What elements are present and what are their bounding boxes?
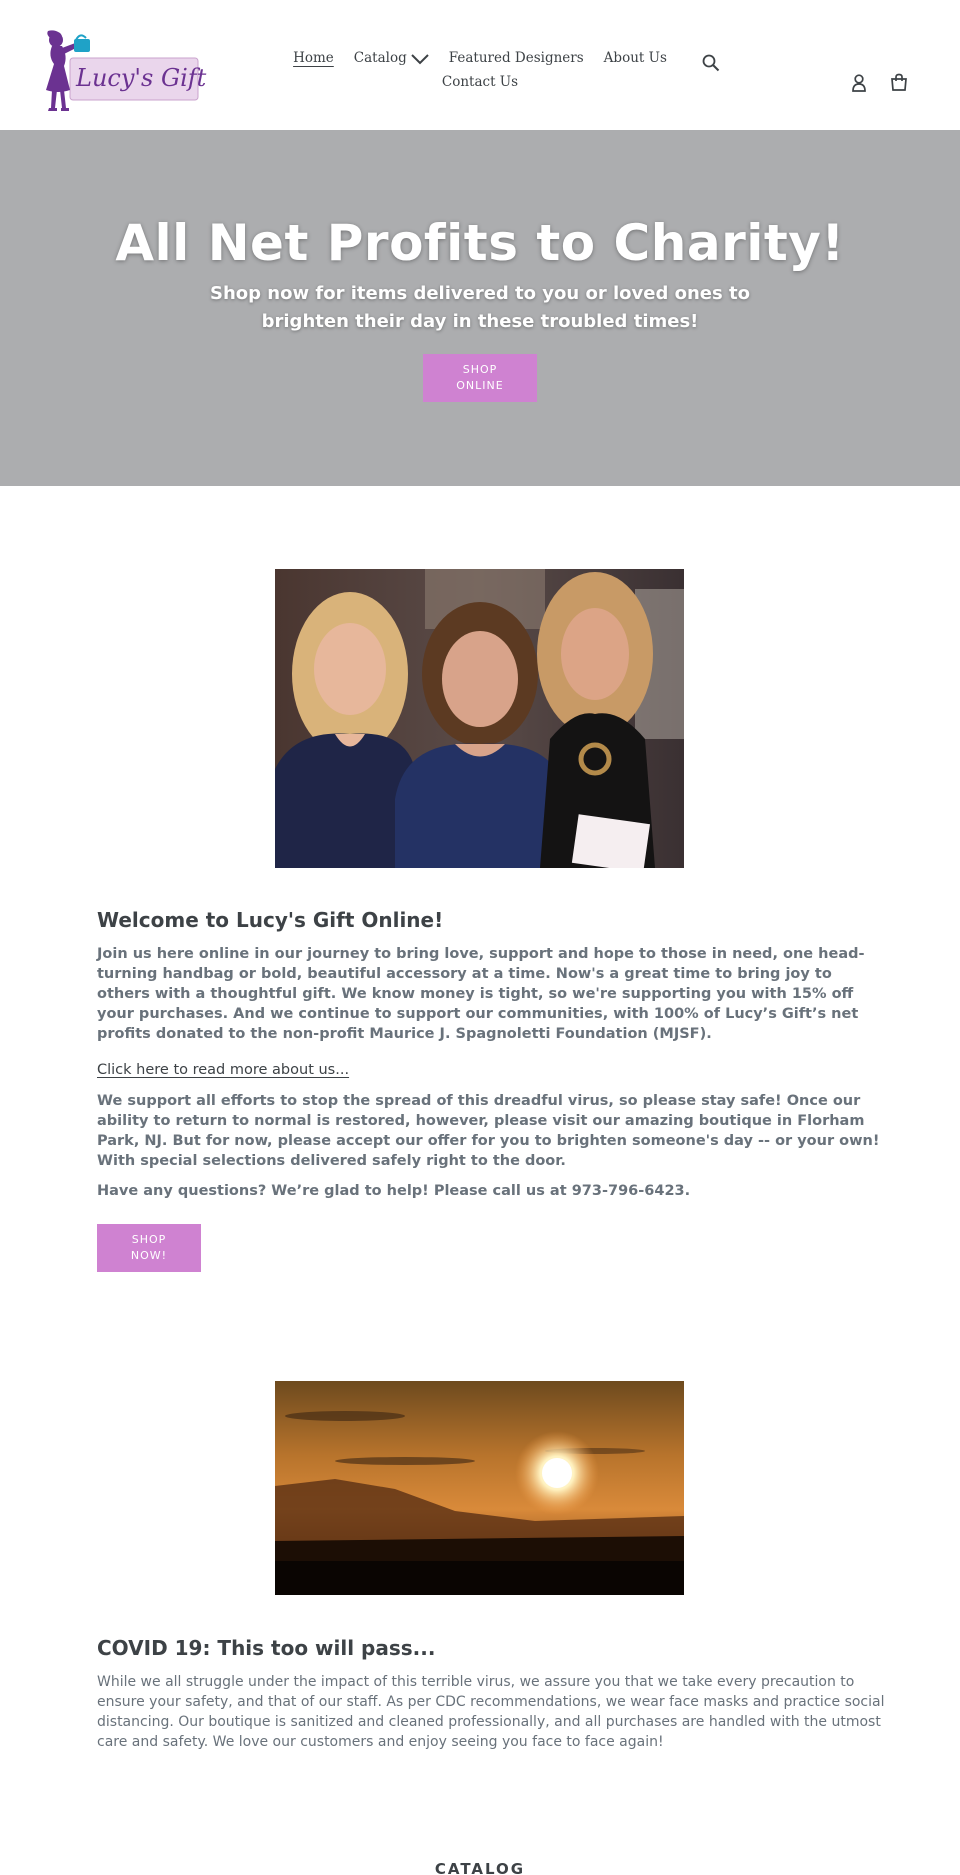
nav-item-about-us[interactable]: About Us — [603, 50, 667, 66]
search-icon[interactable] — [702, 54, 720, 72]
site-header — [0, 0, 960, 130]
welcome-heading: Welcome to Lucy's Gift Online! — [97, 908, 444, 932]
welcome-section — [97, 908, 887, 1201]
hero-title: All Net Profits to Charity! — [115, 214, 845, 272]
nav-item-featured-designers[interactable]: Featured Designers — [448, 50, 584, 66]
nav-item-catalog-label[interactable]: Catalog — [353, 50, 407, 66]
nav-item-contact-us[interactable]: Contact Us — [441, 74, 519, 90]
shop-now-button-label: SHOP NOW! — [130, 1233, 168, 1262]
covid-section — [97, 1636, 887, 1752]
shop-now-button[interactable] — [97, 1224, 201, 1272]
welcome-paragraph-2: We support all efforts to stop the spread of this dreadful virus, so please stay safe! Once our ability to return to normal is restored, however, please visit our amazing boutique in Florham Park, NJ. But for now, please accept our offer for you to brighten someone's day -- or your own! With special selections delivered safely right to the door. — [97, 1093, 880, 1169]
chevron-down-icon[interactable] — [411, 53, 429, 65]
nav-item-catalog[interactable] — [354, 50, 429, 66]
cart-icon[interactable] — [890, 73, 908, 92]
main-nav — [290, 50, 670, 90]
owners-photo-image — [275, 569, 684, 868]
logo-text: Lucy's Gift — [76, 64, 207, 92]
sunset-photo — [275, 1381, 684, 1595]
shop-online-button[interactable] — [423, 354, 537, 402]
welcome-paragraph-3: Have any questions? We’re glad to help! Please call us at 973-796-6423. — [97, 1183, 691, 1199]
read-more-about-us-link[interactable]: Click here to read more about us... — [97, 1062, 350, 1078]
account-icon[interactable] — [851, 74, 867, 92]
owners-photo — [275, 569, 684, 868]
shop-online-button-label: SHOP ONLINE — [456, 363, 504, 392]
site-logo[interactable] — [42, 30, 207, 114]
covid-heading: COVID 19: This too will pass... — [97, 1636, 436, 1660]
hero-banner — [0, 130, 960, 486]
covid-paragraph: While we all struggle under the impact of this terrible virus, we assure you that we take every precaution to ensure your safety, and that of our staff. As per CDC recommendations, we wear face masks and practice social distancing. Our boutique is sanitized and cleaned professionally, and all purchases are handled with the utmost care and safety. We love our customers and enjoy seeing you face to face again! — [97, 1674, 885, 1750]
hero-subtitle: Shop now for items delivered to you or loved ones to brighten their day in these troubled times! — [210, 283, 750, 332]
sunset-photo-image — [275, 1381, 684, 1595]
nav-item-home[interactable]: Home — [293, 50, 334, 66]
catalog-heading: CATALOG — [434, 1860, 526, 1875]
welcome-paragraph-1: Join us here online in our journey to bring love, support and hope to those in need, one head-turning handbag or bold, beautiful accessory at a time. Now's a great time to bring joy to others with a thoughtful gift. We know money is tight, so we're supporting you with 15% off your purchases. And we continue to support our communities, with 100% of Lucy’s Gift’s net profits donated to the non-profit Maurice J. Spagnoletti Foundation (MJSF). — [97, 946, 865, 1042]
